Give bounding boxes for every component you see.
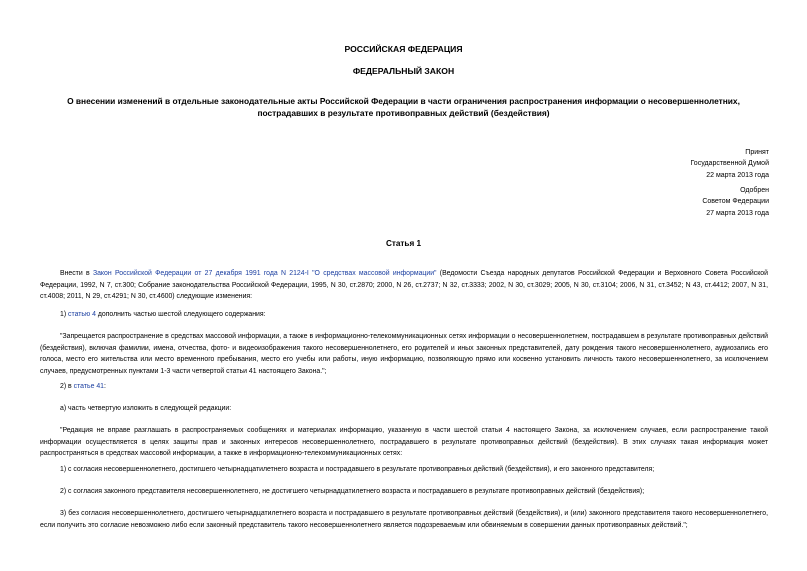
paragraph-point-2: 2) с согласия законного представителя несовершеннолетнего, не достигшего четырнадцатилетнего возраста и пострадавшего в результате противоправных действий (бездействия);: [60, 488, 645, 495]
paragraph-point-1: 1) с согласия несовершеннолетнего, достигшего четырнадцатилетнего возраста и пострадавшего в результате противоправных действий (бездействия), и его законного представителя;: [60, 466, 655, 473]
paragraph-item-2-pre: 2) в: [60, 383, 74, 390]
law-title-line-1: О внесении изменений в отдельные законодательные акты Российской Федерации в части ограничения распространения информации о несовершеннолетних,: [67, 96, 740, 106]
accepted-block: [690, 147, 769, 181]
approved-block: [702, 185, 769, 219]
approved-label: Одобрен: [740, 187, 769, 194]
law-title: [40, 95, 767, 119]
article-4-link[interactable]: статью 4: [68, 311, 96, 318]
accepted-date: 22 марта 2013 года: [706, 171, 769, 179]
paragraph-intro-post: (Ведомости Съезда народных депутатов Российской Федерации и Верховного Совета Российской Федерации, 1992, N 7, ст.300; Собрание законодательства Российской Федерации, 1995, N 30, ст.2870; 2000, N 26, ст.2737; N 32, ст.3333; 2002, N 30, ст.3029; 2005, N 30, ст.3104; 2006, N 31, ст.3452; N 43, ст.4412; 2007, N 31, ст.4008; 2011, N 29, ст.4291; N 30, ст.4600) следующие изменения:: [40, 270, 768, 300]
country-heading: РОССИЙСКАЯ ФЕДЕРАЦИЯ: [344, 44, 463, 54]
paragraph-intro: [40, 268, 768, 303]
accepted-by: Государственной Думой: [690, 160, 769, 168]
article-41-link[interactable]: статье 41: [73, 383, 104, 390]
law-link[interactable]: Закон Российской Федерации от 27 декабря 1991 года N 2124-I "О средствах массовой информации": [92, 270, 437, 277]
paragraph-item-1: [40, 309, 768, 321]
law-title-line-2: пострадавших в результате противоправных действий (бездействия): [257, 108, 550, 118]
paragraph-quote-2: "Редакция не вправе разглашать в распространяемых сообщениях и материалах информацию, указанную в части шестой статьи 4 настоящего Закона, за исключением случаев, если распространение такой информации осуществляется в целях защиты прав и законных интересов несовершеннолетнего, пострадавшего в результате противоправных действий (бездействия). В этих случаях такая информация может распространяться в средствах массовой информации, а также в информационно-телекоммуникационных сетях:: [40, 427, 768, 457]
paragraph-item-2: [40, 381, 768, 393]
article-heading: Статья 1: [385, 239, 422, 248]
paragraph-item-1-post: дополнить частью шестой следующего содержания:: [95, 311, 266, 318]
law-type-heading: ФЕДЕРАЛЬНЫЙ ЗАКОН: [352, 66, 455, 76]
accepted-label: Принят: [745, 149, 769, 156]
approved-by: Советом Федерации: [702, 198, 769, 206]
paragraph-item-1-pre: 1): [60, 311, 69, 318]
paragraph-item-2-post: :: [104, 383, 106, 390]
paragraph-sub-a: а) часть четвертую изложить в следующей редакции:: [60, 405, 232, 412]
paragraph-point-3: 3) без согласия несовершеннолетнего, достигшего четырнадцатилетнего возраста и пострадавшего в результате противоправных действий (бездействия), и (или) законного представителя такого несовершеннолетнего, если получить это согласие невозможно либо если законный представитель такого несовершеннолетнего является подозреваемым или обвиняемым в совершении данных противоправных действий.";: [40, 510, 768, 529]
approved-date: 27 марта 2013 года: [706, 209, 769, 217]
paragraph-quote-1: "Запрещается распространение в средствах массовой информации, а также в информационно-телекоммуникационных сетях информации о несовершеннолетнем, пострадавшем в результате противоправных действий (бездействия), включая фамилии, имена, отчества, фото- и видеоизображения такого несовершеннолетнего, его родителей и иных законных представителей, дату рождения такого несовершеннолетнего, аудиозапись его голоса, место его жительства или место временного пребывания, место его учебы или работы, иную информацию, позволяющую прямо или косвенно установить личность такого несовершеннолетнего, за исключением случаев, предусмотренных пунктами 1-3 части четвертой статьи 41 настоящего Закона.";: [40, 333, 768, 375]
paragraph-intro-pre: Внести в: [60, 270, 93, 277]
